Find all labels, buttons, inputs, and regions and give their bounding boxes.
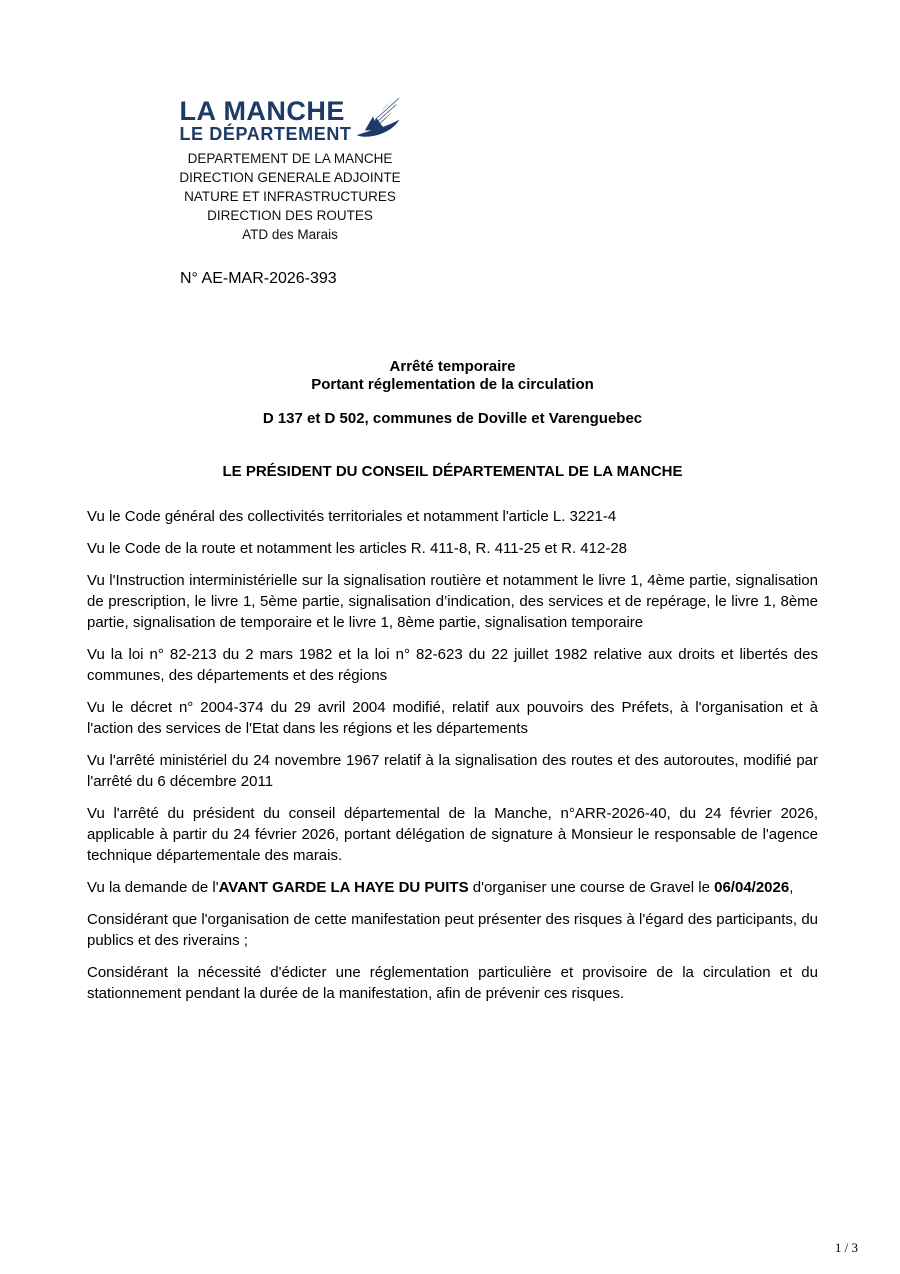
logo-title: LA MANCHE [179, 96, 345, 126]
request-suffix: , [789, 879, 794, 896]
authority-line: LE PRÉSIDENT DU CONSEIL DÉPARTEMENTAL DE LA MANCHE [222, 463, 683, 480]
considerant-paragraph: Considérant la nécessité d'édicter une réglementation particulière et provisoire de la circulation et du stationnement pendant la durée de la manifestation, afin de prévenir ces risques. [87, 964, 818, 1002]
org-line-atd: ATD des Marais [242, 227, 338, 242]
title-line-1: Arrêté temporaire [389, 358, 516, 375]
request-middle: d'organiser une course de Gravel le [468, 879, 715, 896]
request-paragraph [87, 877, 818, 898]
logo-subtitle: LE DÉPARTEMENT [179, 124, 352, 144]
letterhead [150, 98, 430, 244]
vu-paragraph: Vu l'arrêté ministériel du 24 novembre 1967 relatif à la signalisation des routes et des autoroutes, modifié par l'arrêté du 6 décembre 2011 [87, 752, 818, 790]
request-organizer: AVANT GARDE LA HAYE DU PUITS [218, 879, 469, 896]
request-prefix: Vu la demande de l' [87, 879, 219, 896]
considerant-paragraph: Considérant que l'organisation de cette manifestation peut présenter des risques à l'égard des participants, du publics et des riverains ; [87, 911, 818, 949]
title-block [87, 358, 818, 428]
vu-paragraph: Vu la loi n° 82-213 du 2 mars 1982 et la loi n° 82-623 du 22 juillet 1982 relative aux droits et libertés des communes, des départements et des régions [87, 646, 818, 684]
title-line-2: Portant réglementation de la circulation [311, 376, 594, 393]
org-line-direction-generale: DIRECTION GENERALE ADJOINTE [179, 170, 401, 185]
document-body [87, 506, 818, 1015]
org-lines [150, 149, 430, 244]
org-line-nature-infrastructures: NATURE ET INFRASTRUCTURES [184, 189, 396, 204]
logo-text [179, 98, 351, 144]
org-line-department: DEPARTEMENT DE LA MANCHE [187, 151, 393, 166]
vu-paragraph: Vu le décret n° 2004-374 du 29 avril 2004 modifié, relatif aux pouvoirs des Préfets, à l'organisation et à l'action des services de l'Etat dans les régions et les départements [87, 699, 818, 737]
title-subject: D 137 et D 502, communes de Doville et Varenguebec [262, 410, 643, 427]
department-logo [150, 98, 430, 146]
vu-paragraph: Vu l'Instruction interministérielle sur la signalisation routière et notamment le livre 1, 4ème partie, signalisation de prescription, le livre 1, 5ème partie, signalisation d’indication, des services et de repérage, le livre 1, 8ème partie, signalisation de temporaire et le livre 1, 8ème partie, signalisation temporaire [87, 572, 818, 631]
page-number: 1 / 3 [834, 1240, 858, 1255]
org-line-direction-routes: DIRECTION DES ROUTES [207, 208, 373, 223]
vu-paragraph: Vu le Code général des collectivités territoriales et notamment l'article L. 3221-4 [87, 508, 617, 525]
request-date: 06/04/2026 [714, 879, 790, 896]
vu-paragraph: Vu l'arrêté du président du conseil départemental de la Manche, n°ARR-2026-40, du 24 février 2026, applicable à partir du 24 février 2026, portant délégation de signature à Monsieur le responsable de l'agence technique départementale des marais. [87, 805, 818, 864]
document-reference: N° AE-MAR-2026-393 [180, 270, 337, 287]
vu-paragraph: Vu le Code de la route et notamment les articles R. 411-8, R. 411-25 et R. 412-28 [87, 540, 628, 557]
la-manche-sail-icon [355, 95, 401, 146]
